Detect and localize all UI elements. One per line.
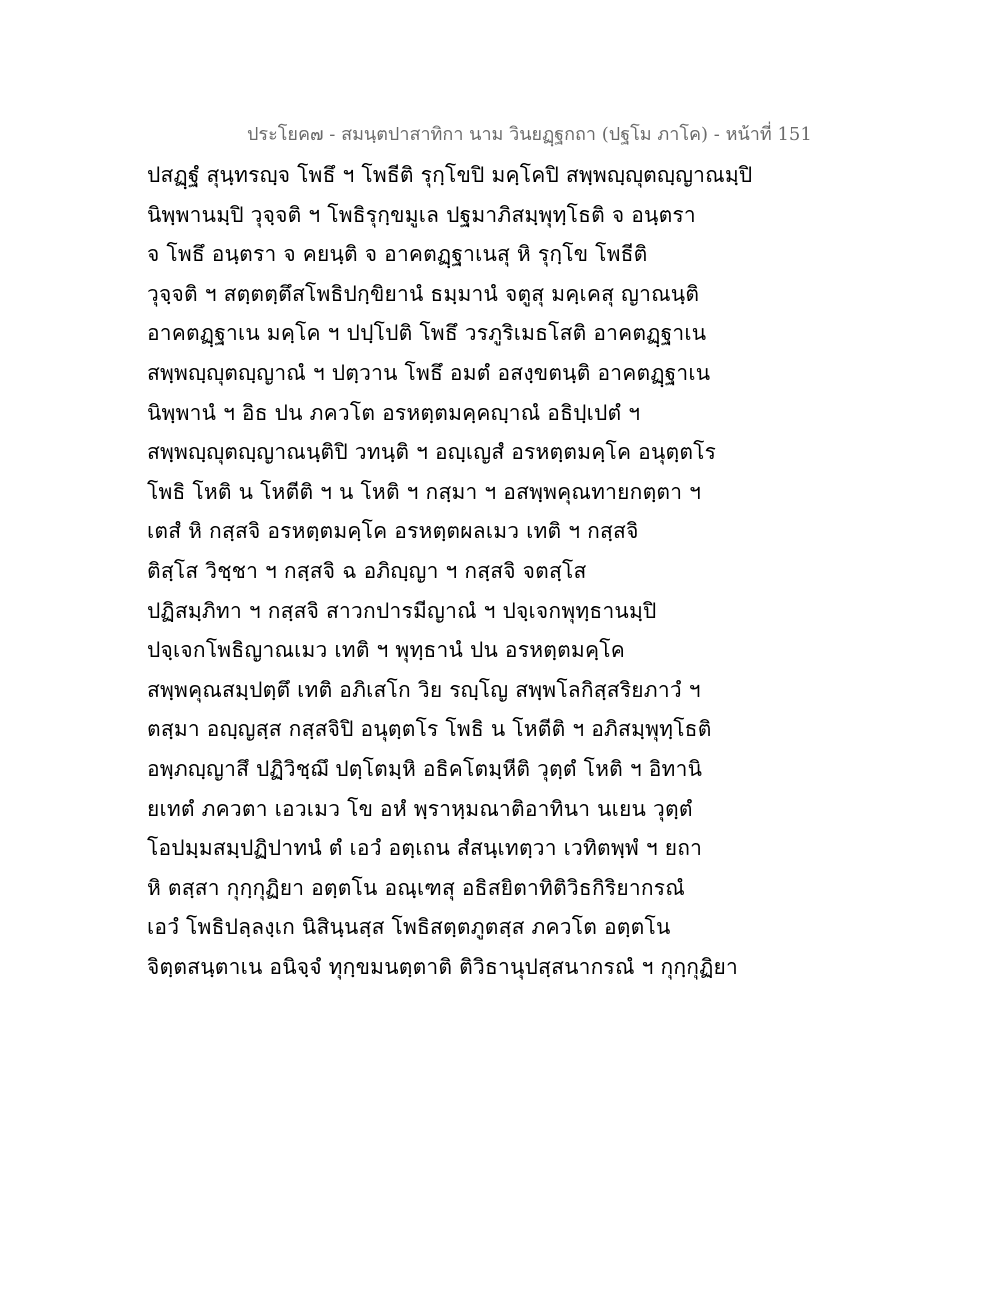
text-line: เอวํ โพธิปลฺลงฺเก นิสินฺนสฺส โพธิสตฺตภูตสฺส ภควโต อตฺตโน — [147, 915, 671, 940]
text-line: วุจฺจติ ฯ สตฺตตฺตึสโพธิปกฺขิยานํ ธมฺมานํ จตูสุ มคฺเคสุ ญาณนฺติ — [147, 281, 700, 306]
text-line: สพฺพญฺญุตญฺญาณนฺติปิ วทนฺติ ฯ อญฺเญสํ อรหตฺตมคฺโค อนุตฺตโร — [147, 440, 717, 465]
text-line: โอปมฺมสมฺปฏิปาทนํ ตํ เอวํ อตฺเถน สํสนฺเทตฺวา เวทิตพฺพํ ฯ ยถา — [147, 836, 703, 861]
text-line: ยเทตํ ภควตา เอวเมว โข อหํ พฺราหฺมณาติอาทินา นเยน วุตฺตํ — [147, 796, 693, 821]
text-line: ปฏิสมฺภิทา ฯ กสฺสจิ สาวกปารมีญาณํ ฯ ปจฺเจกพุทฺธานมฺปิ — [147, 598, 657, 623]
text-line: ปสฏฺฐํ สุนฺทรญฺจ โพธึ ฯ โพธีติ รุกฺโขปิ มคฺโคปิ สพฺพญฺญุตญฺญาณมฺปิ — [147, 163, 753, 187]
text-line: สพฺพญฺญุตญฺญาณํ ฯ ปตฺวาน โพธึ อมตํ อสงฺขตนฺติ อาคตฏฺฐาเน — [147, 360, 711, 385]
text-line: อพฺภญฺญาสึ ปฏิวิชฺฌึ ปตฺโตมฺหิ อธิคโตมฺหีติ วุตฺตํ โหติ ฯ อิทานิ — [147, 756, 703, 781]
text-line: จิตฺตสนฺตาเน อนิจฺจํ ทุกฺขมนตฺตาติ ติวิธานุปสฺสนากรณํ ฯ กุกฺกุฏิยา — [147, 954, 739, 979]
text-line: โพธิ โหติ น โหตีติ ฯ น โหติ ฯ กสฺมา ฯ อสพฺพคุณทายกตฺตา ฯ — [147, 479, 702, 504]
running-header: ประโยค๗ - สมนฺตปาสาทิกา นาม วินยฏฺฐกถา (ปฐโม ภาโค) - หน้าที่ 151 — [247, 124, 812, 145]
text-line: สพฺพคุณสมฺปตฺตึ เทติ อภิเสโก วิย รญฺโญ สพฺพโลกิสฺสริยภาวํ ฯ — [147, 677, 701, 702]
text-line: เตสํ หิ กสฺสจิ อรหตฺตมคฺโค อรหตฺตผลเมว เทติ ฯ กสฺสจิ — [147, 519, 639, 544]
text-line: อาคตฏฺฐาเน มคฺโค ฯ ปปฺโปติ โพธึ วรภูริเมธโสติ อาคตฏฺฐาเน — [147, 321, 707, 346]
text-line: นิพฺพานมฺปิ วุจฺจติ ฯ โพธิรุกฺขมูเล ปฐมาภิสมฺพุทฺโธติ จ อนฺตรา — [147, 202, 696, 227]
text-line: จ โพธึ อนฺตรา จ คยนฺติ จ อาคตฏฺฐาเนสุ หิ รุกฺโข โพธีติ — [147, 242, 648, 267]
text-line: ตสฺมา อญฺญสฺส กสฺสจิปิ อนุตฺตโร โพธิ น โหตีติ ฯ อภิสมฺพุทฺโธติ — [147, 717, 712, 742]
text-line: ติสฺโส วิชฺชา ฯ กสฺสจิ ฉ อภิญฺญา ฯ กสฺสจิ จตสฺโส — [147, 558, 587, 583]
text-line: ปจฺเจกโพธิญาณเมว เทติ ฯ พุทฺธานํ ปน อรหตฺตมคฺโค — [147, 638, 625, 663]
text-line: นิพฺพานํ ฯ อิธ ปน ภควโต อรหตฺตมคฺคญฺาณํ อธิปฺเปตํ ฯ — [147, 400, 641, 425]
text-line: หิ ตสฺสา กุกฺกุฏิยา อตฺตโน อณฺเฑสุ อธิสยิตาทิติวิธกิริยากรณํ — [147, 875, 685, 900]
body-text — [147, 158, 867, 989]
